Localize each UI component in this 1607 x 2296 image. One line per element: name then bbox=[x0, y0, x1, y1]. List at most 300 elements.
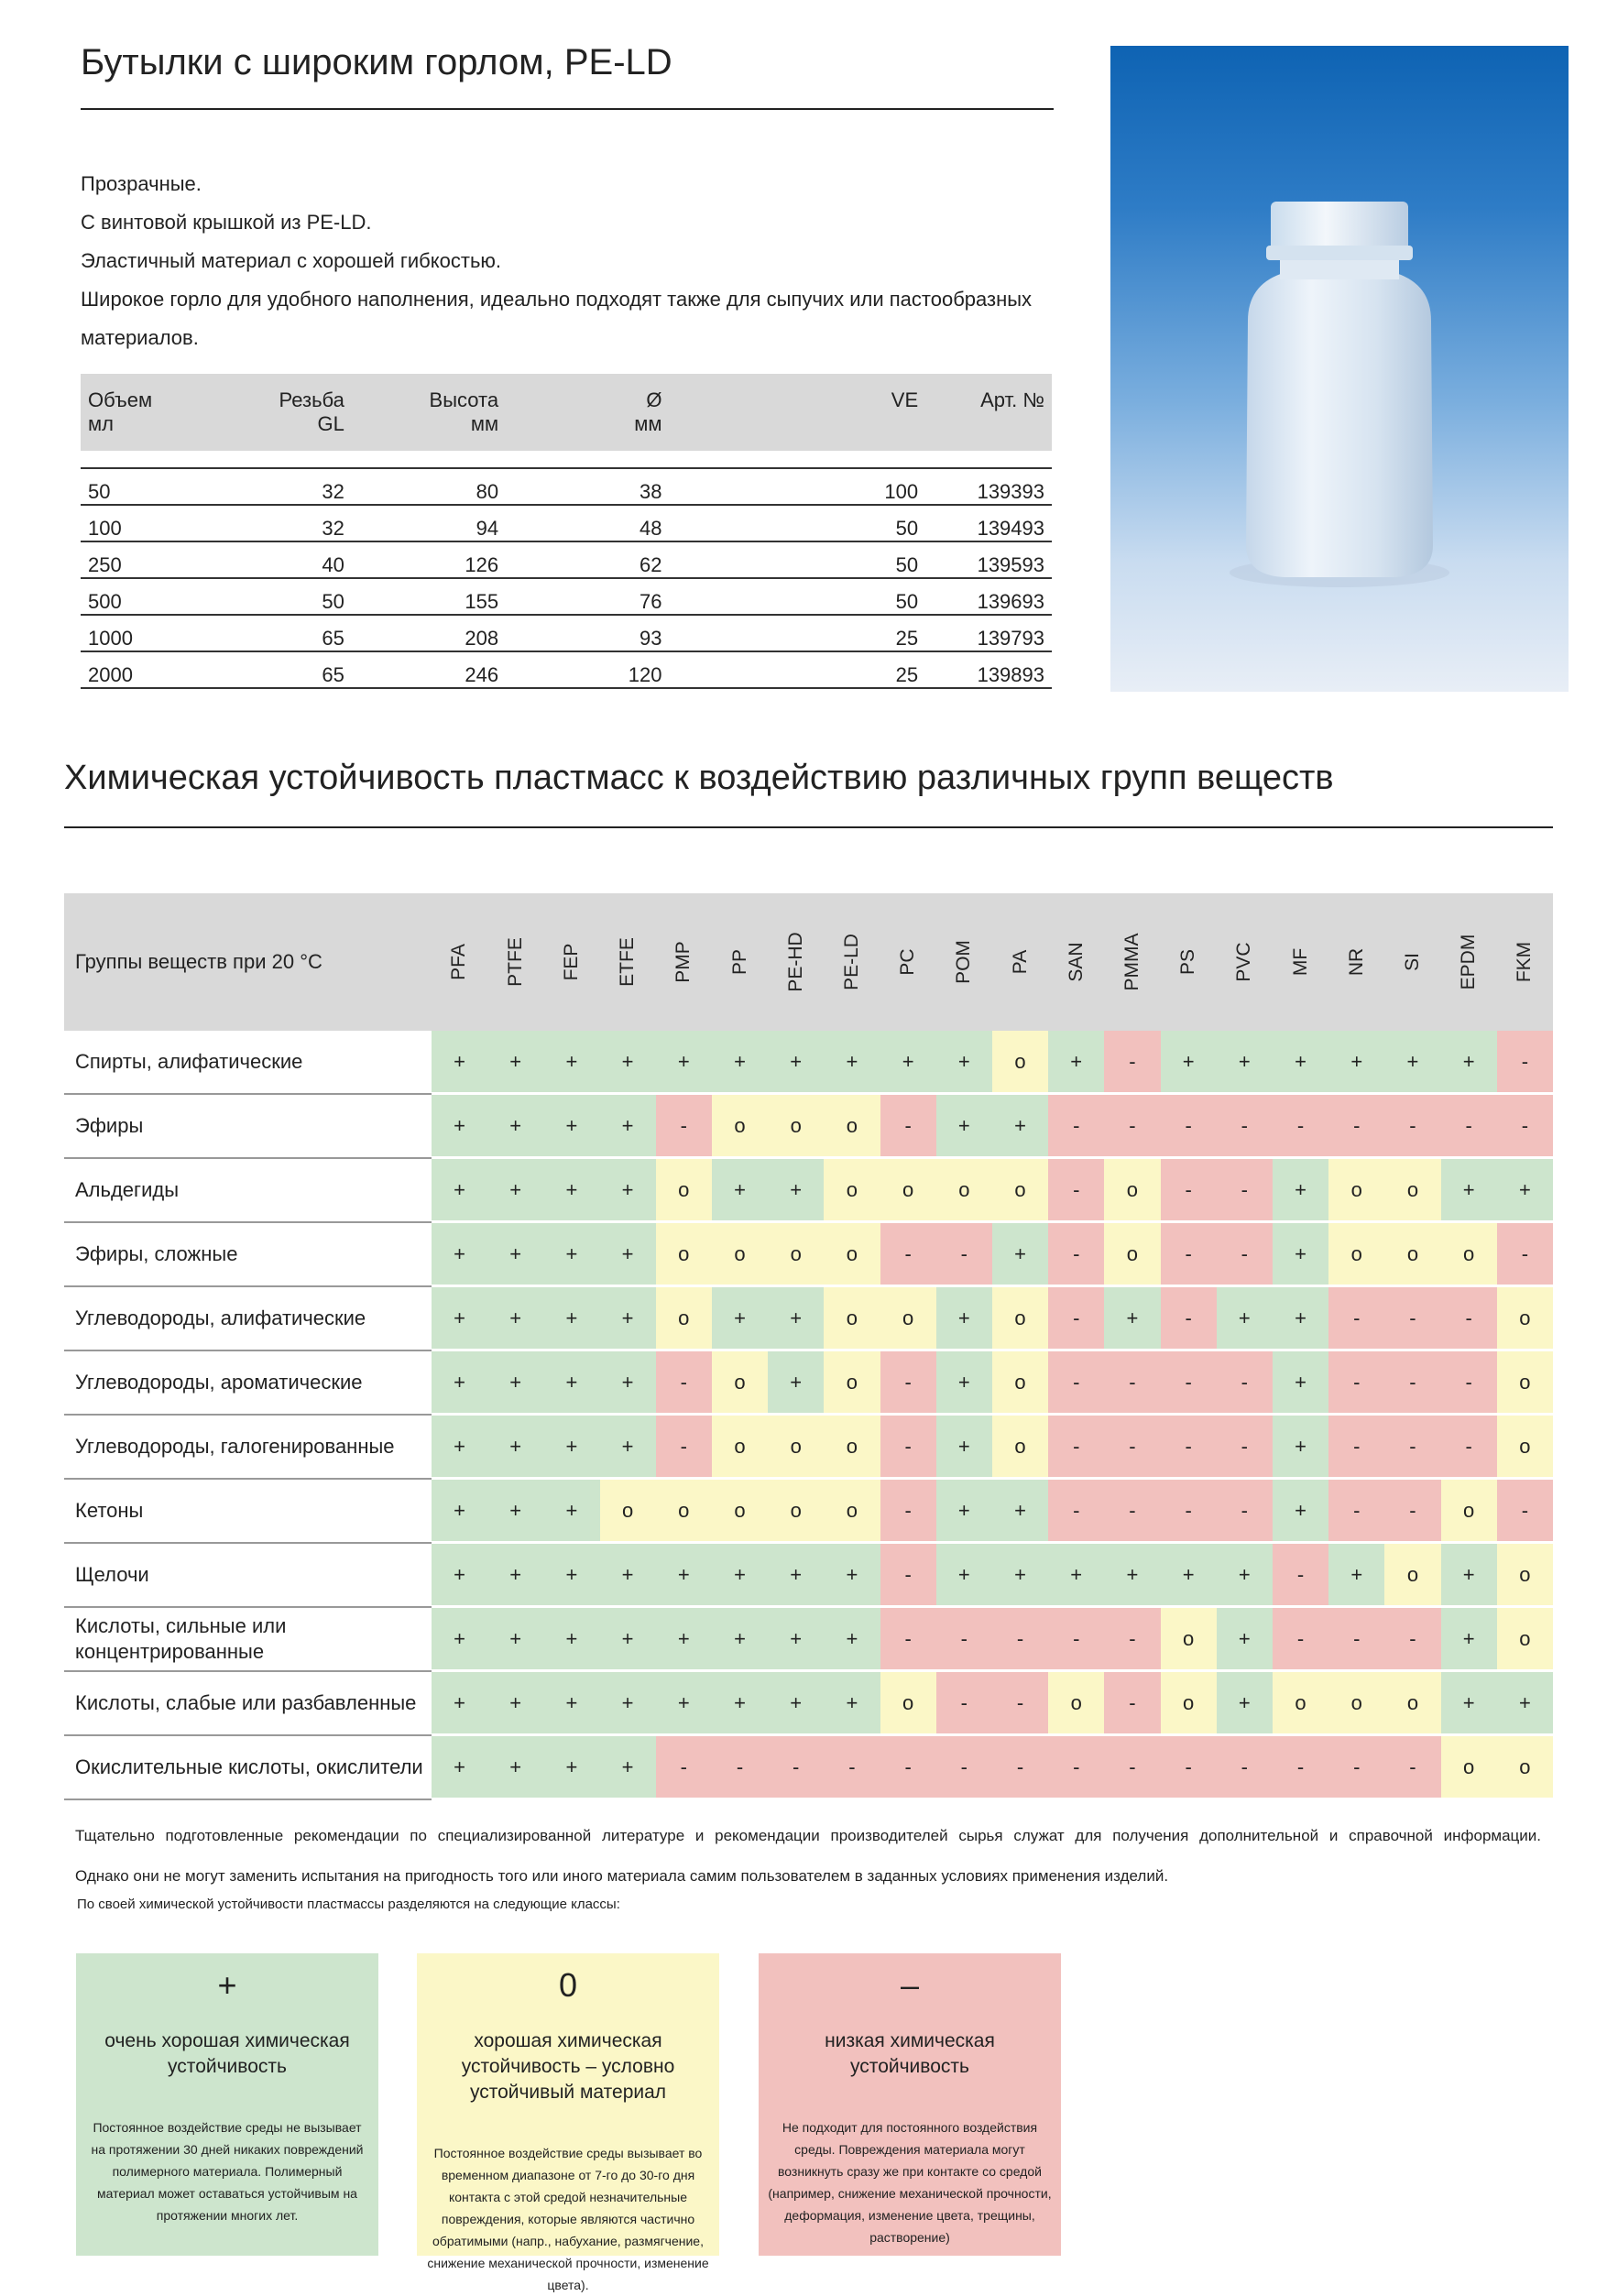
resistance-cell: o bbox=[1497, 1350, 1553, 1415]
table-row bbox=[81, 541, 1052, 578]
resistance-cell: + bbox=[712, 1543, 768, 1607]
resistance-cell: - bbox=[992, 1607, 1048, 1671]
resistance-cell: o bbox=[1384, 1158, 1440, 1222]
table-row bbox=[64, 1031, 1553, 1094]
resistance-cell: - bbox=[1441, 1094, 1497, 1158]
resistance-cell: o bbox=[768, 1415, 824, 1479]
product-table bbox=[81, 374, 1052, 689]
resistance-cell: - bbox=[1328, 1607, 1384, 1671]
resistance-cell: + bbox=[600, 1671, 656, 1735]
resistance-cell: + bbox=[487, 1479, 543, 1543]
resistance-cell: + bbox=[432, 1031, 487, 1094]
resistance-cell: o bbox=[1497, 1607, 1553, 1671]
resistance-cell: o bbox=[824, 1222, 880, 1286]
resistance-cell: + bbox=[1441, 1031, 1497, 1094]
resistance-cell: + bbox=[992, 1094, 1048, 1158]
resistance-cell: o bbox=[712, 1479, 768, 1543]
table-row bbox=[64, 1158, 1553, 1222]
resistance-cell: + bbox=[1273, 1479, 1328, 1543]
table-cell: 65 bbox=[225, 615, 352, 651]
table-cell: 25 bbox=[669, 651, 925, 688]
resistance-cell: o bbox=[992, 1350, 1048, 1415]
resistance-cell: + bbox=[432, 1286, 487, 1350]
resistance-cell: o bbox=[824, 1415, 880, 1479]
resistance-cell: + bbox=[824, 1607, 880, 1671]
legend-low bbox=[759, 1953, 1061, 2256]
resistance-cell: + bbox=[1217, 1607, 1273, 1671]
resistance-cell: o bbox=[1441, 1222, 1497, 1286]
table-cell: 32 bbox=[225, 505, 352, 541]
table-cell: 25 bbox=[669, 615, 925, 651]
legend-title: хорошая химическая устойчивость – условно устойчивый материал bbox=[461, 2030, 675, 2103]
resistance-cell: + bbox=[487, 1735, 543, 1799]
table-cell: 65 bbox=[225, 651, 352, 688]
material-label: PFA bbox=[448, 944, 470, 980]
resistance-cell: - bbox=[1048, 1735, 1104, 1799]
resistance-cell: o bbox=[824, 1158, 880, 1222]
resistance-cell: + bbox=[1273, 1350, 1328, 1415]
resistance-cell: + bbox=[1273, 1286, 1328, 1350]
resistance-cell: + bbox=[543, 1415, 599, 1479]
description-line: Широкое горло для удобного наполнения, идеально подходят также для сыпучих или пастообразных bbox=[81, 288, 1033, 311]
resistance-cell: + bbox=[1104, 1286, 1160, 1350]
resistance-cell: - bbox=[656, 1415, 712, 1479]
resistance-cell: - bbox=[1384, 1415, 1440, 1479]
resistance-cell: - bbox=[1217, 1415, 1273, 1479]
material-label: PP bbox=[728, 948, 750, 976]
table-cell: 62 bbox=[506, 541, 669, 578]
resistance-cell: + bbox=[1273, 1415, 1328, 1479]
resistance-cell: - bbox=[1328, 1286, 1384, 1350]
resistance-cell: + bbox=[1441, 1543, 1497, 1607]
resistance-cell: - bbox=[1104, 1350, 1160, 1415]
table-cell: 139593 bbox=[925, 541, 1052, 578]
recommendation-note bbox=[75, 1816, 1541, 1897]
resistance-cell: - bbox=[880, 1222, 936, 1286]
material-header bbox=[880, 893, 936, 1031]
material-header bbox=[1497, 893, 1553, 1031]
resistance-cell: + bbox=[1384, 1031, 1440, 1094]
table-row bbox=[64, 1479, 1553, 1543]
table-cell: 38 bbox=[506, 468, 669, 505]
resistance-cell: o bbox=[1441, 1735, 1497, 1799]
table-cell: 32 bbox=[225, 468, 352, 505]
resistance-cell: - bbox=[1217, 1222, 1273, 1286]
resistance-cell: + bbox=[1328, 1031, 1384, 1094]
resistance-cell: - bbox=[992, 1671, 1048, 1735]
resistance-cell: - bbox=[880, 1479, 936, 1543]
resistance-cell: - bbox=[1441, 1286, 1497, 1350]
table-cell: 208 bbox=[352, 615, 506, 651]
resistance-cell: o bbox=[824, 1094, 880, 1158]
resistance-cell: o bbox=[992, 1286, 1048, 1350]
resistance-cell: - bbox=[1161, 1350, 1217, 1415]
resistance-cell: o bbox=[712, 1415, 768, 1479]
resistance-cell: - bbox=[1161, 1222, 1217, 1286]
resistance-cell: + bbox=[432, 1158, 487, 1222]
resistance-cell: + bbox=[487, 1158, 543, 1222]
resistance-cell: o bbox=[1497, 1543, 1553, 1607]
resistance-cell: - bbox=[656, 1735, 712, 1799]
table-cell: 50 bbox=[225, 578, 352, 615]
resistance-cell: - bbox=[1104, 1607, 1160, 1671]
material-label: FEP bbox=[560, 943, 582, 981]
resistance-cell: + bbox=[992, 1222, 1048, 1286]
resistance-cell: + bbox=[1273, 1222, 1328, 1286]
col-unit: GL bbox=[225, 412, 352, 451]
table-cell: 50 bbox=[669, 505, 925, 541]
resistance-cell: o bbox=[1328, 1671, 1384, 1735]
material-header bbox=[1328, 893, 1384, 1031]
col-header: Высота bbox=[352, 374, 506, 412]
substance-group: Эфиры, сложные bbox=[64, 1222, 432, 1286]
resistance-cell: - bbox=[824, 1735, 880, 1799]
material-label: PE-HD bbox=[784, 932, 806, 992]
resistance-cell: - bbox=[1161, 1415, 1217, 1479]
resistance-cell: o bbox=[936, 1158, 992, 1222]
resistance-cell: - bbox=[1328, 1415, 1384, 1479]
resistance-cell: - bbox=[1048, 1158, 1104, 1222]
table-cell: 93 bbox=[506, 615, 669, 651]
resistance-cell: o bbox=[880, 1286, 936, 1350]
resistance-cell: + bbox=[656, 1543, 712, 1607]
resistance-cell: + bbox=[824, 1031, 880, 1094]
description-line: материалов. bbox=[81, 326, 199, 349]
substance-group: Углеводороды, галогенированные bbox=[64, 1415, 432, 1479]
resistance-cell: - bbox=[936, 1671, 992, 1735]
resistance-cell: o bbox=[824, 1350, 880, 1415]
resistance-cell: + bbox=[712, 1158, 768, 1222]
chem-resistance-table bbox=[64, 893, 1553, 1800]
resistance-cell: o bbox=[1104, 1158, 1160, 1222]
description-line: Прозрачные. bbox=[81, 172, 202, 195]
table-row bbox=[81, 651, 1052, 688]
material-label: SAN bbox=[1065, 942, 1087, 982]
resistance-cell: o bbox=[1384, 1671, 1440, 1735]
resistance-cell: - bbox=[1273, 1543, 1328, 1607]
resistance-cell: + bbox=[1441, 1607, 1497, 1671]
resistance-cell: + bbox=[487, 1543, 543, 1607]
resistance-cell: o bbox=[712, 1222, 768, 1286]
table-cell: 50 bbox=[81, 468, 225, 505]
resistance-cell: o bbox=[1161, 1607, 1217, 1671]
resistance-cell: - bbox=[936, 1735, 992, 1799]
resistance-cell: + bbox=[600, 1031, 656, 1094]
resistance-cell: o bbox=[1048, 1671, 1104, 1735]
resistance-cell: - bbox=[1384, 1479, 1440, 1543]
resistance-cell: + bbox=[936, 1094, 992, 1158]
resistance-cell: + bbox=[487, 1286, 543, 1350]
table-cell: 50 bbox=[669, 578, 925, 615]
resistance-cell: + bbox=[432, 1350, 487, 1415]
legend-title: очень хорошая химическая устойчивость bbox=[104, 2030, 350, 2077]
material-label: PTFE bbox=[504, 937, 526, 987]
resistance-cell: + bbox=[768, 1607, 824, 1671]
substance-group: Окислительные кислоты, окислители bbox=[64, 1735, 432, 1799]
resistance-cell: o bbox=[992, 1415, 1048, 1479]
resistance-cell: + bbox=[712, 1671, 768, 1735]
resistance-cell: o bbox=[880, 1158, 936, 1222]
substance-group: Углеводороды, алифатические bbox=[64, 1286, 432, 1350]
resistance-cell: + bbox=[600, 1735, 656, 1799]
resistance-cell: o bbox=[712, 1350, 768, 1415]
resistance-cell: - bbox=[1217, 1479, 1273, 1543]
substance-group: Углеводороды, ароматические bbox=[64, 1350, 432, 1415]
material-label: NR bbox=[1345, 947, 1367, 977]
resistance-cell: - bbox=[1161, 1735, 1217, 1799]
resistance-cell: + bbox=[1104, 1543, 1160, 1607]
bottle-illustration bbox=[1110, 46, 1569, 692]
material-label: FKM bbox=[1514, 941, 1536, 983]
table-cell: 155 bbox=[352, 578, 506, 615]
resistance-cell: + bbox=[600, 1350, 656, 1415]
resistance-cell: + bbox=[768, 1286, 824, 1350]
table-cell: 139493 bbox=[925, 505, 1052, 541]
resistance-cell: + bbox=[432, 1479, 487, 1543]
resistance-cell: + bbox=[487, 1350, 543, 1415]
resistance-cell: + bbox=[1048, 1543, 1104, 1607]
resistance-cell: + bbox=[1161, 1031, 1217, 1094]
resistance-cell: + bbox=[600, 1222, 656, 1286]
legend-text: Постоянное воздействие среды не вызывает на протяжении 30 дней никаких повреждений полимерного материала. Полимерный материал может оставаться устойчивым на протяжении многих лет. bbox=[91, 2120, 364, 2223]
title-divider bbox=[81, 108, 1054, 110]
resistance-cell: + bbox=[432, 1671, 487, 1735]
resistance-cell: + bbox=[712, 1607, 768, 1671]
resistance-cell: + bbox=[712, 1286, 768, 1350]
resistance-cell: + bbox=[1217, 1031, 1273, 1094]
resistance-cell: + bbox=[936, 1479, 992, 1543]
col-unit bbox=[669, 412, 925, 451]
resistance-cell: - bbox=[1217, 1094, 1273, 1158]
table-row bbox=[64, 1607, 1553, 1671]
resistance-cell: - bbox=[1104, 1479, 1160, 1543]
table-row bbox=[64, 1543, 1553, 1607]
resistance-cell: + bbox=[656, 1031, 712, 1094]
resistance-cell: - bbox=[1441, 1350, 1497, 1415]
legend-very-good bbox=[76, 1953, 378, 2256]
resistance-cell: - bbox=[712, 1735, 768, 1799]
resistance-cell: + bbox=[1497, 1158, 1553, 1222]
table-cell: 139393 bbox=[925, 468, 1052, 505]
resistance-cell: + bbox=[656, 1671, 712, 1735]
resistance-cell: - bbox=[1161, 1286, 1217, 1350]
resistance-cell: + bbox=[543, 1222, 599, 1286]
material-label: POM bbox=[953, 940, 975, 984]
resistance-cell: - bbox=[1048, 1607, 1104, 1671]
resistance-cell: + bbox=[543, 1607, 599, 1671]
material-label: PC bbox=[897, 948, 919, 976]
resistance-cell: + bbox=[656, 1607, 712, 1671]
resistance-cell: + bbox=[768, 1543, 824, 1607]
resistance-cell: + bbox=[543, 1671, 599, 1735]
material-label: MF bbox=[1289, 947, 1311, 977]
resistance-cell: - bbox=[1384, 1735, 1440, 1799]
resistance-cell: + bbox=[1217, 1543, 1273, 1607]
resistance-cell: o bbox=[656, 1479, 712, 1543]
material-header bbox=[1048, 893, 1104, 1031]
resistance-cell: o bbox=[1497, 1415, 1553, 1479]
resistance-cell: + bbox=[824, 1543, 880, 1607]
resistance-cell: - bbox=[1384, 1350, 1440, 1415]
resistance-cell: + bbox=[600, 1094, 656, 1158]
resistance-cell: o bbox=[824, 1479, 880, 1543]
resistance-cell: o bbox=[1384, 1543, 1440, 1607]
resistance-cell: o bbox=[880, 1671, 936, 1735]
resistance-cell: - bbox=[1048, 1350, 1104, 1415]
resistance-cell: - bbox=[1104, 1094, 1160, 1158]
col-unit: мл bbox=[81, 412, 225, 451]
resistance-cell: o bbox=[768, 1094, 824, 1158]
material-header bbox=[432, 893, 487, 1031]
resistance-cell: o bbox=[1441, 1479, 1497, 1543]
col-header: Резьба bbox=[225, 374, 352, 412]
resistance-cell: + bbox=[543, 1543, 599, 1607]
resistance-cell: - bbox=[880, 1607, 936, 1671]
resistance-cell: - bbox=[1384, 1286, 1440, 1350]
table-cell: 1000 bbox=[81, 615, 225, 651]
col-unit: мм bbox=[506, 412, 669, 451]
material-header bbox=[1104, 893, 1160, 1031]
material-label: SI bbox=[1401, 953, 1423, 971]
resistance-cell: + bbox=[543, 1286, 599, 1350]
legend-text: Постоянное воздействие среды вызывает во временном диапазоне от 7-го до 30-го дня контакта с этой средой незначительные повреждения, которые являются частично обратимыми (напр., набухание, размягчение, снижение механической прочности, изменение цвета). bbox=[427, 2146, 709, 2292]
resistance-cell: + bbox=[487, 1222, 543, 1286]
legend-symbol: – bbox=[900, 1966, 920, 2004]
material-header bbox=[1441, 893, 1497, 1031]
material-label: PMP bbox=[672, 941, 694, 983]
resistance-cell: + bbox=[768, 1350, 824, 1415]
substance-group: Кислоты, сильные или концентрированные bbox=[64, 1607, 432, 1671]
resistance-cell: + bbox=[487, 1671, 543, 1735]
resistance-cell: - bbox=[1328, 1350, 1384, 1415]
resistance-cell: - bbox=[880, 1350, 936, 1415]
table-row bbox=[81, 505, 1052, 541]
resistance-cell: + bbox=[936, 1415, 992, 1479]
bottle-photo bbox=[1110, 46, 1569, 692]
material-header bbox=[656, 893, 712, 1031]
resistance-cell: + bbox=[880, 1031, 936, 1094]
resistance-cell: - bbox=[936, 1607, 992, 1671]
resistance-cell: + bbox=[768, 1671, 824, 1735]
substance-group: Эфиры bbox=[64, 1094, 432, 1158]
resistance-cell: - bbox=[1273, 1607, 1328, 1671]
resistance-cell: - bbox=[1328, 1094, 1384, 1158]
resistance-cell: - bbox=[1104, 1031, 1160, 1094]
table-row bbox=[64, 1350, 1553, 1415]
resistance-cell: o bbox=[600, 1479, 656, 1543]
col-header: Ø bbox=[506, 374, 669, 412]
resistance-cell: - bbox=[1273, 1094, 1328, 1158]
product-rows bbox=[81, 468, 1052, 688]
resistance-cell: + bbox=[543, 1735, 599, 1799]
resistance-cell: + bbox=[487, 1415, 543, 1479]
table-cell: 50 bbox=[669, 541, 925, 578]
resistance-cell: - bbox=[880, 1735, 936, 1799]
resistance-cell: + bbox=[600, 1286, 656, 1350]
resistance-cell: + bbox=[1273, 1031, 1328, 1094]
description-line: С винтовой крышкой из PE-LD. bbox=[81, 211, 372, 234]
material-label: PVC bbox=[1233, 942, 1255, 982]
resistance-cell: + bbox=[432, 1094, 487, 1158]
resistance-cell: + bbox=[824, 1671, 880, 1735]
table-row bbox=[64, 1735, 1553, 1799]
resistance-cell: - bbox=[1328, 1735, 1384, 1799]
material-header bbox=[992, 893, 1048, 1031]
resistance-cell: + bbox=[487, 1031, 543, 1094]
legend-text: Не подходит для постоянного воздействия среды. Повреждения материала могут возникнуть сразу же при контакте со средой (например, снижение механической прочности, деформация, изменение цвета, трещины, растворение) bbox=[768, 2120, 1052, 2245]
resistance-cell: + bbox=[936, 1286, 992, 1350]
resistance-cell: + bbox=[487, 1094, 543, 1158]
resistance-cell: o bbox=[992, 1158, 1048, 1222]
resistance-cell: + bbox=[432, 1543, 487, 1607]
material-label: PS bbox=[1177, 948, 1199, 976]
classes-intro: По своей химической устойчивости пластмассы разделяются на следующие классы: bbox=[77, 1897, 620, 1912]
resistance-cell: + bbox=[768, 1158, 824, 1222]
table-row bbox=[64, 1094, 1553, 1158]
table-row bbox=[81, 578, 1052, 615]
resistance-cell: o bbox=[1161, 1671, 1217, 1735]
resistance-cell: + bbox=[992, 1543, 1048, 1607]
table-cell: 139693 bbox=[925, 578, 1052, 615]
legend-symbol: 0 bbox=[558, 1966, 578, 2004]
resistance-cell: - bbox=[1048, 1094, 1104, 1158]
product-description bbox=[81, 165, 1061, 357]
resistance-cell: - bbox=[1217, 1735, 1273, 1799]
resistance-cell: + bbox=[543, 1158, 599, 1222]
table-cell: 40 bbox=[225, 541, 352, 578]
resistance-cell: o bbox=[656, 1286, 712, 1350]
resistance-cell: - bbox=[992, 1735, 1048, 1799]
resistance-cell: o bbox=[824, 1286, 880, 1350]
resistance-cell: o bbox=[1497, 1735, 1553, 1799]
resistance-cell: + bbox=[600, 1158, 656, 1222]
material-header bbox=[487, 893, 543, 1031]
resistance-cell: + bbox=[432, 1415, 487, 1479]
resistance-cell: o bbox=[656, 1222, 712, 1286]
resistance-cell: o bbox=[1328, 1222, 1384, 1286]
resistance-cell: - bbox=[936, 1222, 992, 1286]
resistance-cell: o bbox=[712, 1094, 768, 1158]
resistance-cell: - bbox=[1048, 1222, 1104, 1286]
material-header bbox=[1384, 893, 1440, 1031]
material-header bbox=[936, 893, 992, 1031]
material-label: EPDM bbox=[1458, 934, 1480, 990]
resistance-cell: - bbox=[880, 1415, 936, 1479]
resistance-cell: o bbox=[992, 1031, 1048, 1094]
resistance-cell: - bbox=[1384, 1607, 1440, 1671]
material-header bbox=[543, 893, 599, 1031]
resistance-cell: + bbox=[600, 1543, 656, 1607]
product-title: Бутылки с широким горлом, PE-LD bbox=[81, 42, 672, 82]
chem-title: Химическая устойчивость пластмасс к воздействию различных групп веществ bbox=[64, 759, 1334, 797]
resistance-cell: - bbox=[656, 1094, 712, 1158]
resistance-cell: o bbox=[768, 1479, 824, 1543]
material-header bbox=[824, 893, 880, 1031]
table-row bbox=[64, 1415, 1553, 1479]
group-header: Группы веществ при 20 °C bbox=[64, 893, 432, 1031]
resistance-cell: - bbox=[1497, 1222, 1553, 1286]
table-row bbox=[81, 468, 1052, 505]
resistance-cell: - bbox=[1497, 1479, 1553, 1543]
resistance-cell: - bbox=[1161, 1479, 1217, 1543]
material-label: PA bbox=[1009, 949, 1031, 975]
material-header bbox=[1273, 893, 1328, 1031]
resistance-cell: + bbox=[487, 1607, 543, 1671]
table-cell: 76 bbox=[506, 578, 669, 615]
table-cell: 94 bbox=[352, 505, 506, 541]
resistance-cell: o bbox=[1273, 1671, 1328, 1735]
resistance-cell: - bbox=[1048, 1286, 1104, 1350]
